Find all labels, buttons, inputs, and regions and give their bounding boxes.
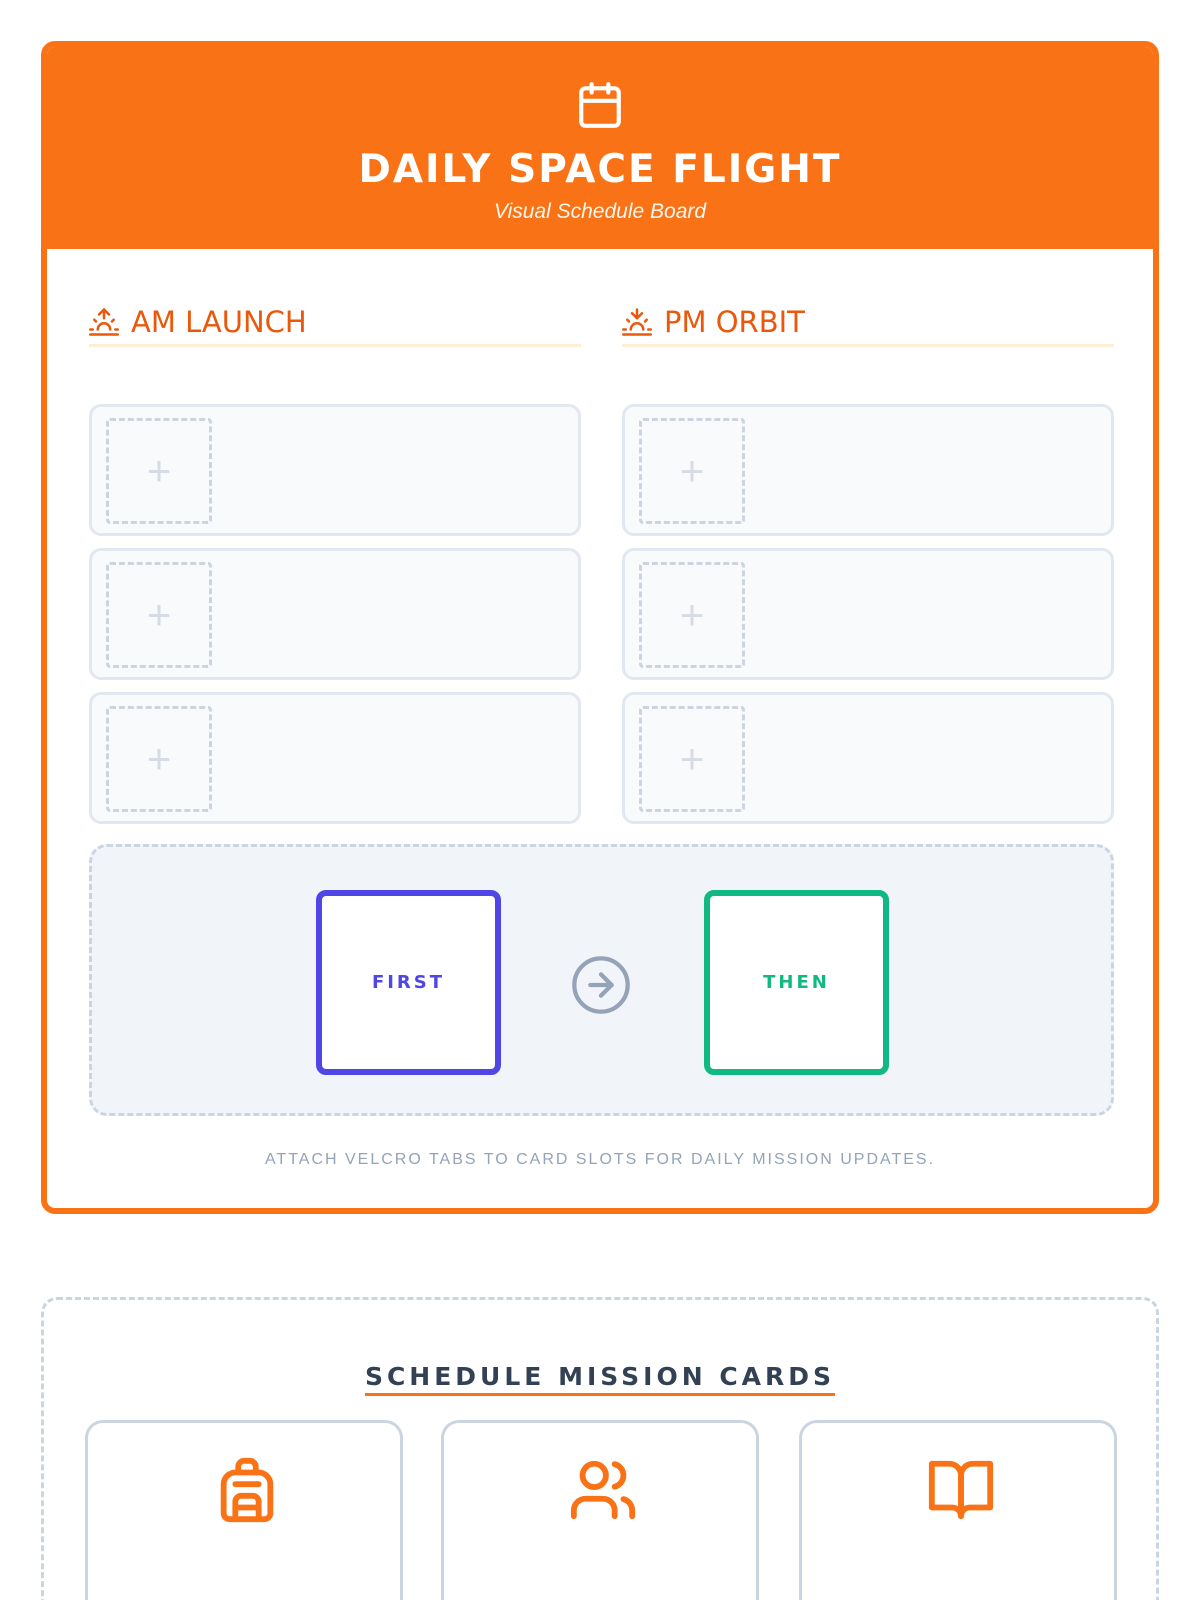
am-column-label: AM LAUNCH — [131, 304, 307, 339]
mission-card[interactable] — [85, 1420, 403, 1600]
book-open-icon — [926, 1453, 996, 1527]
mission-card[interactable] — [799, 1420, 1117, 1600]
am-column-header — [89, 299, 581, 347]
first-then-panel — [89, 844, 1114, 1116]
then-label: THEN — [763, 972, 830, 993]
am-slot-2[interactable] — [89, 548, 581, 680]
board-subtitle: Visual Schedule Board — [493, 200, 707, 223]
card-drop-zone[interactable]: + — [106, 706, 212, 812]
mission-cards-title: SCHEDULE MISSION CARDS — [365, 1362, 835, 1396]
backpack-icon — [212, 1453, 282, 1527]
pm-slot-3[interactable] — [622, 692, 1114, 824]
am-slot-3[interactable] — [89, 692, 581, 824]
am-column — [89, 299, 581, 782]
am-slot-1[interactable] — [89, 404, 581, 536]
card-drop-zone[interactable]: + — [106, 418, 212, 524]
users-icon — [568, 1453, 638, 1527]
pm-column — [622, 299, 1114, 782]
calendar-icon — [575, 80, 625, 130]
board-header — [47, 47, 1153, 249]
arrow-right-circle-icon — [569, 953, 633, 1017]
pm-column-header — [622, 299, 1114, 347]
pm-slot-2[interactable] — [622, 548, 1114, 680]
board-title: DAILY SPACE FLIGHT — [358, 147, 842, 192]
pm-slot-1[interactable] — [622, 404, 1114, 536]
mission-cards-panel — [41, 1297, 1159, 1600]
footer-note: ATTACH VELCRO TABS TO CARD SLOTS FOR DAILY MISSION UPDATES. — [264, 1151, 936, 1168]
card-drop-zone[interactable]: + — [639, 706, 745, 812]
card-drop-zone[interactable]: + — [106, 562, 212, 668]
mission-cards-title-wrap — [44, 1362, 1156, 1396]
mission-card[interactable] — [441, 1420, 759, 1600]
then-card-slot[interactable] — [704, 890, 889, 1075]
card-drop-zone[interactable]: + — [639, 418, 745, 524]
sunrise-icon — [89, 307, 119, 337]
first-label: FIRST — [371, 972, 446, 993]
pm-column-label: PM ORBIT — [664, 304, 805, 339]
first-card-slot[interactable] — [316, 890, 501, 1075]
schedule-board — [41, 41, 1159, 1214]
sunset-icon — [622, 307, 652, 337]
card-drop-zone[interactable]: + — [639, 562, 745, 668]
